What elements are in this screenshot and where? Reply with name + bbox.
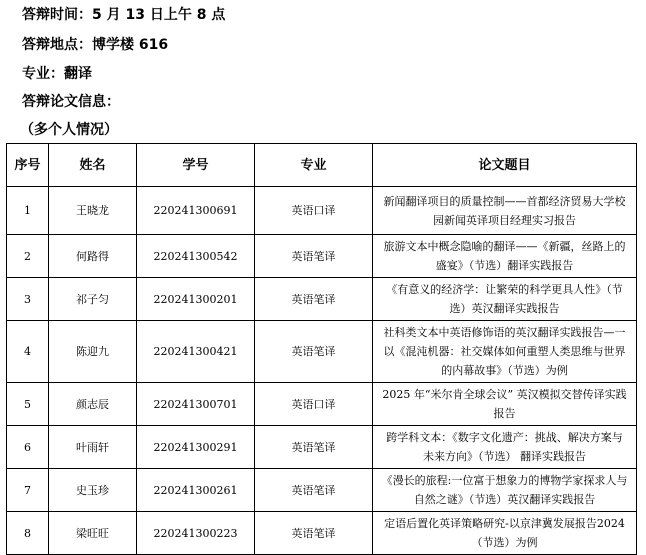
cell-major: 英语口译 <box>255 383 373 426</box>
cell-no: 6 <box>7 426 49 469</box>
cell-name: 祁子匀 <box>49 278 137 321</box>
table-header-row <box>7 144 637 187</box>
multi-person-note: （多个人情况） <box>20 122 118 138</box>
cell-id: 220241300201 <box>137 278 255 321</box>
cell-no: 1 <box>7 187 49 235</box>
thesis-info-heading: 答辩论文信息： <box>22 94 120 110</box>
major-line: 专业：翻译 <box>22 66 92 82</box>
table-row <box>7 235 637 278</box>
col-header-id: 学号 <box>137 144 255 187</box>
table-row <box>7 278 637 321</box>
cell-major: 英语笔译 <box>255 469 373 512</box>
table-row <box>7 512 637 555</box>
cell-name: 陈迎九 <box>49 321 137 383</box>
cell-name: 颜志辰 <box>49 383 137 426</box>
cell-no: 7 <box>7 469 49 512</box>
cell-title: 《有意义的经济学：让繁荣的科学更具人性》（节选）英汉翻译实践报告 <box>373 278 637 321</box>
defense-time: 答辩时间：5 月 13 日上午 8 点 <box>22 7 226 23</box>
cell-title: 旅游文本中概念隐喻的翻译——《新疆，丝路上的盛宴》（节选）翻译实践报告 <box>373 235 637 278</box>
cell-name: 梁旺旺 <box>49 512 137 555</box>
cell-title: 《漫长的旅程:一位富于想象力的博物学家探求人与自然之谜》（节选）英汉翻译实践报告 <box>373 469 637 512</box>
cell-no: 3 <box>7 278 49 321</box>
cell-name: 王晓龙 <box>49 187 137 235</box>
cell-id: 220241300701 <box>137 383 255 426</box>
cell-id: 220241300261 <box>137 469 255 512</box>
table-row <box>7 383 637 426</box>
cell-title: 跨学科文本：《数字文化遗产：挑战、解决方案与未来方向》（节选） 翻译实践报告 <box>373 426 637 469</box>
cell-id: 220241300223 <box>137 512 255 555</box>
cell-major: 英语口译 <box>255 187 373 235</box>
cell-name: 史玉珍 <box>49 469 137 512</box>
cell-id: 220241300691 <box>137 187 255 235</box>
col-header-name: 姓名 <box>49 144 137 187</box>
cell-no: 5 <box>7 383 49 426</box>
cell-title: 新闻翻译项目的质量控制——首都经济贸易大学校园新闻英译项目经理实习报告 <box>373 187 637 235</box>
cell-major: 英语笔译 <box>255 512 373 555</box>
cell-major: 英语笔译 <box>255 278 373 321</box>
cell-major: 英语笔译 <box>255 321 373 383</box>
cell-no: 2 <box>7 235 49 278</box>
cell-no: 4 <box>7 321 49 383</box>
cell-id: 220241300421 <box>137 321 255 383</box>
cell-major: 英语笔译 <box>255 426 373 469</box>
defense-table <box>6 143 637 555</box>
cell-title: 社科类文本中英语修饰语的英汉翻译实践报告—一以《混沌机器：社交媒体如何重塑人类思维与世界的内幕故事》（节选）为例 <box>373 321 637 383</box>
table-row <box>7 187 637 235</box>
col-header-major: 专业 <box>255 144 373 187</box>
table-row <box>7 426 637 469</box>
cell-title: 2025 年“米尔肯全球会议” 英汉模拟交替传译实践报告 <box>373 383 637 426</box>
cell-name: 何路得 <box>49 235 137 278</box>
cell-id: 220241300291 <box>137 426 255 469</box>
table-row <box>7 321 637 383</box>
cell-name: 叶雨轩 <box>49 426 137 469</box>
cell-id: 220241300542 <box>137 235 255 278</box>
defense-place: 答辩地点：博学楼 616 <box>22 37 169 53</box>
table-row <box>7 469 637 512</box>
cell-major: 英语笔译 <box>255 235 373 278</box>
col-header-no: 序号 <box>7 144 49 187</box>
cell-no: 8 <box>7 512 49 555</box>
col-header-title: 论文题目 <box>373 144 637 187</box>
cell-title: 定语后置化英译策略研究-以京津冀发展报告2024（节选）为例 <box>373 512 637 555</box>
